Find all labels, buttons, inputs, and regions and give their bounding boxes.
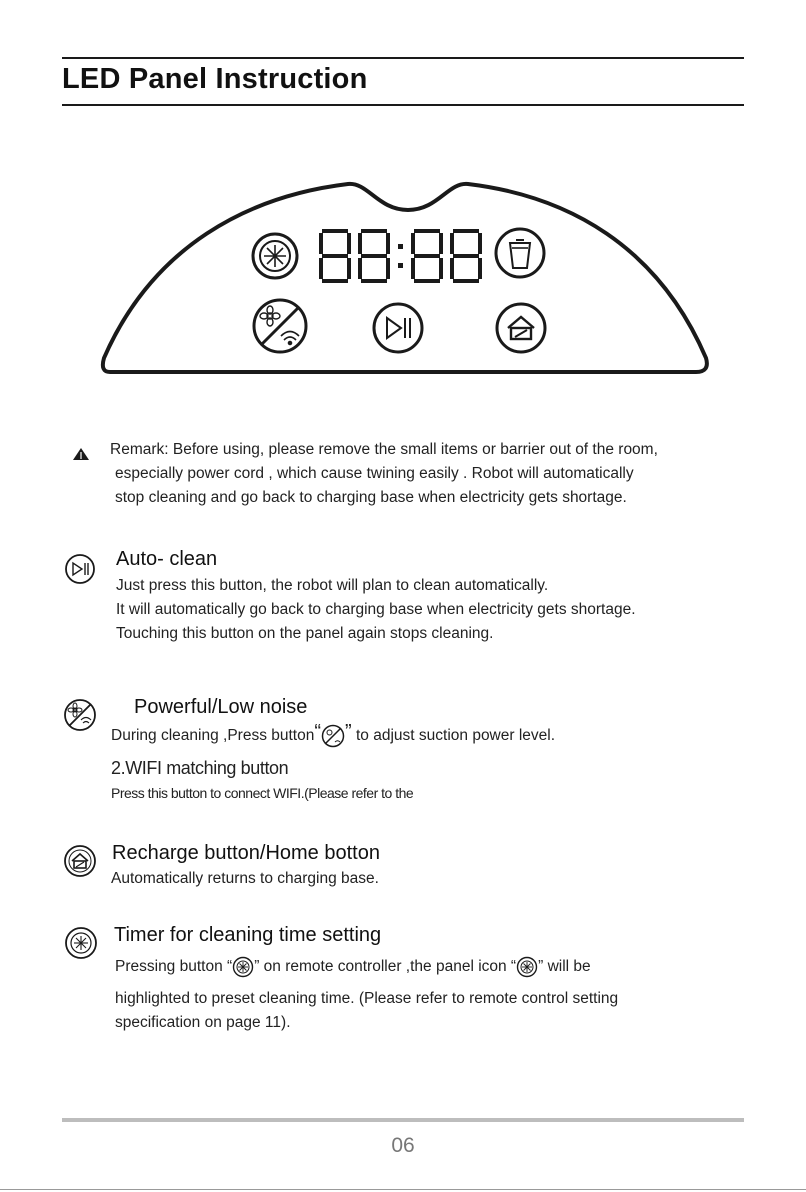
remark-line-3: stop cleaning and go back to charging base when electricity gets shortage. (115, 489, 627, 506)
power-heading: Powerful/Low noise (134, 696, 308, 718)
timer-line-1 (115, 955, 591, 979)
timer-icon (64, 926, 98, 960)
timer-line-1a: Pressing button “ (115, 958, 233, 975)
top-rule (62, 57, 744, 59)
auto-clean-line-3: Touching this button on the panel again stops cleaning. (116, 625, 494, 642)
fan-wifi-icon (321, 724, 345, 748)
fan-wifi-icon (63, 698, 97, 732)
quote-open: “ (314, 721, 322, 743)
home-icon (63, 844, 97, 878)
timer-line-1c: ” will be (538, 958, 591, 975)
power-line (111, 720, 555, 748)
timer-icon[interactable] (253, 234, 297, 278)
auto-clean-heading: Auto- clean (116, 548, 218, 570)
quote-close: ” (345, 721, 352, 743)
warning-icon (72, 447, 90, 461)
recharge-line-1: Automatically returns to charging base. (111, 870, 379, 887)
power-line-post: to adjust suction power level. (356, 727, 556, 744)
play-pause-icon (64, 553, 96, 585)
power-line-pre: During cleaning ,Press button (111, 727, 315, 744)
auto-clean-line-2: It will automatically go back to charging base when electricity gets shortage. (116, 601, 636, 618)
timer-line-2: highlighted to preset cleaning time. (Please refer to remote control setting (115, 990, 619, 1007)
remark-line-1: Remark: Before using, please remove the small items or barrier out of the room, (110, 441, 658, 458)
title-underline (62, 104, 744, 106)
timer-line-3: specification on page 11). (115, 1014, 291, 1031)
wifi-line: Press this button to connect WIFI.(Please refer to the (111, 785, 414, 801)
timer-icon (516, 956, 538, 978)
wifi-heading: 2.WIFI matching button (111, 758, 289, 778)
footer-rule (62, 1118, 744, 1122)
bottom-edge-line (0, 1189, 806, 1190)
recharge-heading: Recharge button/Home botton (112, 842, 380, 864)
auto-clean-line-1: Just press this button, the robot will plan to clean automatically. (116, 577, 549, 594)
timer-icon (232, 956, 254, 978)
led-panel-illustration (98, 176, 714, 378)
page-number: 06 (391, 1134, 415, 1157)
page-title: LED Panel Instruction (62, 63, 368, 95)
timer-heading: Timer for cleaning time setting (114, 924, 382, 946)
remark-line-2: especially power cord , which cause twining easily . Robot will automatically (115, 465, 634, 482)
panel-outline (103, 184, 707, 372)
timer-line-1b: ” on remote controller ,the panel icon “ (254, 958, 517, 975)
